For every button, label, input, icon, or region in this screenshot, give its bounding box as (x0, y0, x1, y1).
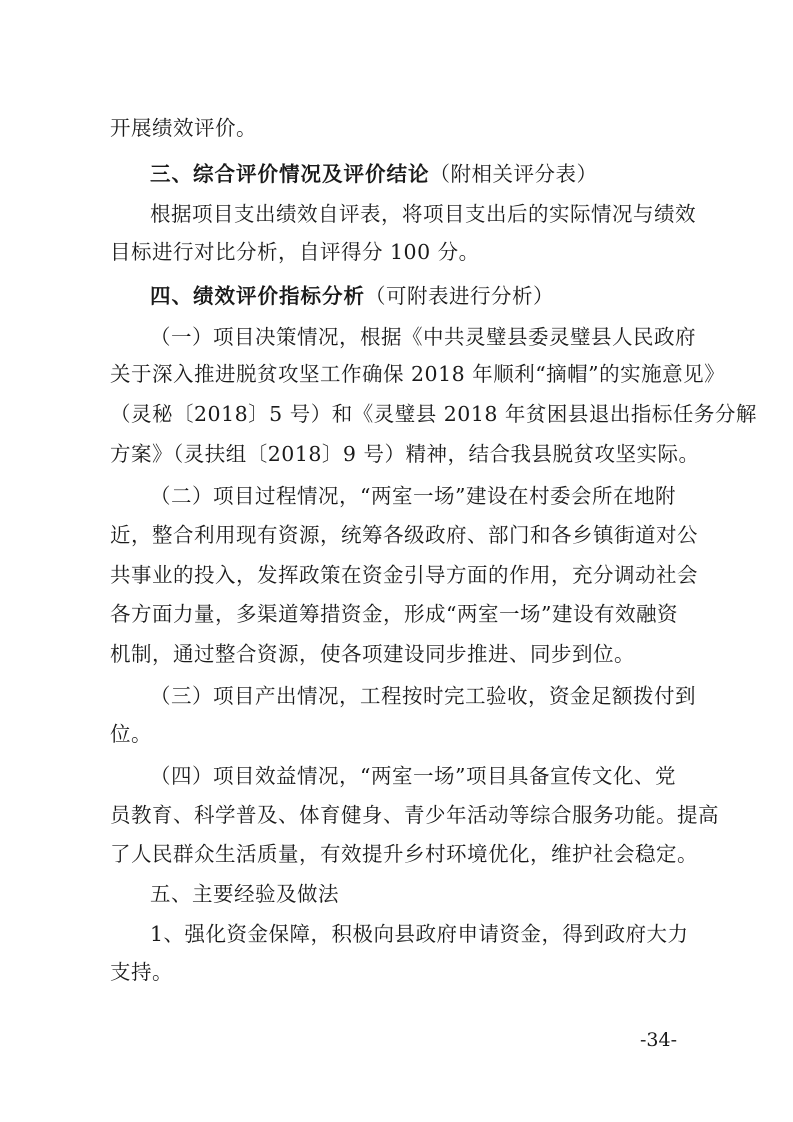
section-heading-3 (150, 160, 730, 188)
section-heading-5: 五、主要经验及做法 (150, 882, 339, 906)
text-line: 关于深入推进脱贫攻坚工作确保 2018 年顺利“摘帽”的实施意见》 (110, 362, 726, 386)
text-line: （灵秘〔2018〕5 号）和《灵璧县 2018 年贫困县退出指标任务分解 (110, 402, 757, 426)
text-line: 近，整合利用现有资源，统筹各级政府、部门和各乡镇街道对公 (110, 523, 698, 547)
text-line: 位。 (110, 722, 152, 746)
text-line: 了人民群众生活质量，有效提升乡村环境优化，维护社会稳定。 (110, 842, 698, 866)
text-line: 方案》（灵扶组〔2018〕9 号）精神，结合我县脱贫攻坚实际。 (110, 442, 700, 466)
text-line: （三）项目产出情况，工程按时完工验收，资金足额拨付到 (150, 684, 696, 708)
text-line: 共事业的投入，发挥政策在资金引导方面的作用，充分调动社会 (110, 563, 698, 587)
text-line: 支持。 (110, 960, 173, 984)
text-line: 根据项目支出绩效自评表，将项目支出后的实际情况与绩效 (150, 202, 696, 226)
text-line: （二）项目过程情况，“两室一场”建设在村委会所在地附 (150, 484, 676, 508)
text-line: 1、强化资金保障，积极向县政府申请资金，得到政府大力 (150, 922, 689, 946)
page-number: -34- (640, 1029, 678, 1051)
text-line: （四）项目效益情况，“两室一场”项目具备宣传文化、党 (150, 764, 676, 788)
text-line: 开展绩效评价。 (110, 116, 257, 140)
section-heading-4 (150, 282, 730, 310)
heading-note: （附相关评分表） (429, 162, 598, 186)
text-line: 员教育、科学普及、体育健身、青少年活动等综合服务功能。提高 (110, 803, 719, 827)
heading-note: （可附表进行分析） (365, 284, 554, 308)
text-line: 机制，通过整合资源，使各项建设同步推进、同步到位。 (110, 642, 635, 666)
heading-bold-text: 四、绩效评价指标分析 (150, 284, 365, 308)
text-line: 各方面力量，多渠道筹措资金，形成“两室一场”建设有效融资 (110, 602, 678, 626)
text-line: 目标进行对比分析，自评得分 100 分。 (110, 240, 480, 264)
heading-bold-text: 三、综合评价情况及评价结论 (150, 162, 430, 186)
text-line: （一）项目决策情况，根据《中共灵璧县委灵璧县人民政府 (150, 325, 696, 349)
